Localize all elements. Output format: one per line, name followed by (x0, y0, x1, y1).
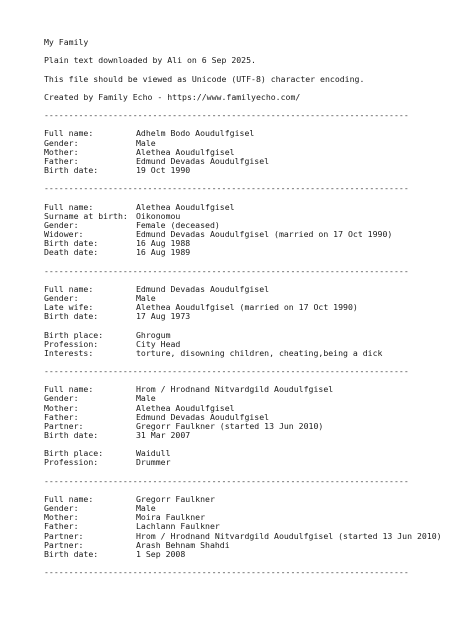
field-value: Female (deceased) (136, 219, 220, 230)
field-value: Hrom / Hrodnand Nitvardgild Aoudulfgisel (started 13 Jun 2010) (136, 530, 442, 541)
field-value: Male (136, 137, 156, 148)
field-label: Gender: (44, 292, 79, 303)
person-record (44, 285, 464, 386)
section-divider: -------------------------------------------------------------------------- (44, 475, 409, 486)
field-label: Full name: (44, 128, 94, 139)
record-field (44, 394, 464, 403)
field-value: Alethea Aoudulfgisel (136, 146, 235, 157)
record-field (44, 458, 464, 467)
blank-line (44, 120, 464, 129)
field-value: Edmund Devadas Aoudulfgisel (136, 411, 270, 422)
field-label: Late wife: (44, 302, 94, 313)
field-value: torture, disowning children, cheating,being a dick (136, 347, 383, 358)
plain-text-document (44, 38, 464, 577)
field-label: Full name: (44, 384, 94, 395)
record-field (44, 422, 464, 431)
person-record (44, 385, 464, 495)
person-record (44, 129, 464, 202)
field-label: Birth date: (44, 311, 99, 322)
record-field (44, 129, 464, 138)
field-label: Father: (44, 155, 79, 166)
record-field (44, 349, 464, 358)
field-value: Gregorr Faulkner (started 13 Jun 2010) (136, 420, 324, 431)
section-divider: -------------------------------------------------------------------------- (44, 567, 409, 578)
record-field (44, 385, 464, 394)
field-label: Gender: (44, 503, 79, 514)
record-field (44, 513, 464, 522)
record-field (44, 166, 464, 175)
field-value: Hrom / Hrodnand Nitvardgild Aoudulfgisel (136, 384, 334, 395)
person-records (44, 129, 464, 577)
field-label: Father: (44, 411, 79, 422)
field-label: Birth date: (44, 430, 99, 441)
field-value: Drummer (136, 457, 171, 468)
field-label: Full name: (44, 201, 94, 212)
record-field (44, 550, 464, 559)
field-label: Surname at birth: (44, 210, 128, 221)
field-label: Widower: (44, 228, 84, 239)
section-divider: -------------------------------------------------------------------------- (44, 110, 409, 121)
field-label: Gender: (44, 393, 79, 404)
record-field (44, 230, 464, 239)
field-value: City Head (136, 338, 181, 349)
field-value: Arash Behnam Shahdi (136, 539, 230, 550)
field-label: Profession: (44, 338, 99, 349)
field-label: Mother: (44, 512, 79, 523)
field-label: Gender: (44, 219, 79, 230)
field-value: Gregorr Faulkner (136, 494, 215, 505)
field-label: Death date: (44, 247, 99, 258)
field-value: Adhelm Bodo Aoudulfgisel (136, 128, 255, 139)
record-field (44, 532, 464, 541)
record-field (44, 139, 464, 148)
record-field (44, 331, 464, 340)
record-field (44, 431, 464, 440)
field-value: Male (136, 292, 156, 303)
blank-line (44, 486, 464, 495)
field-label: Full name: (44, 283, 94, 294)
record-field (44, 449, 464, 458)
blank-line (44, 440, 464, 449)
field-label: Profession: (44, 457, 99, 468)
field-value: 19 Oct 1990 (136, 164, 191, 175)
field-label: Birth place: (44, 448, 104, 459)
person-record (44, 495, 464, 577)
record-field (44, 303, 464, 312)
field-value: Edmund Devadas Aoudulfgisel (136, 283, 270, 294)
section-divider: -------------------------------------------------------------------------- (44, 183, 409, 194)
field-label: Partner: (44, 530, 84, 541)
record-field (44, 504, 464, 513)
record-field (44, 312, 464, 321)
field-label: Interests: (44, 347, 94, 358)
record-field (44, 495, 464, 504)
blank-line (44, 193, 464, 202)
field-value: Ghrogum (136, 329, 171, 340)
field-label: Mother: (44, 146, 79, 157)
field-value: Lachlann Faulkner (136, 521, 220, 532)
field-label: Partner: (44, 420, 84, 431)
record-field (44, 239, 464, 248)
record-field (44, 285, 464, 294)
field-value: 16 Aug 1989 (136, 247, 191, 258)
person-record (44, 203, 464, 285)
field-value: Edmund Devadas Aoudulfgisel (136, 155, 270, 166)
record-field (44, 212, 464, 221)
field-label: Father: (44, 521, 79, 532)
created-note: Created by Family Echo - https://www.familyecho.com/ (44, 91, 301, 102)
field-label: Birth place: (44, 329, 104, 340)
field-label: Gender: (44, 137, 79, 148)
field-value: 31 Mar 2007 (136, 430, 191, 441)
field-value: 16 Aug 1988 (136, 238, 191, 249)
field-label: Mother: (44, 402, 79, 413)
record-field (44, 248, 464, 257)
field-value: 17 Aug 1973 (136, 311, 191, 322)
field-label: Birth date: (44, 238, 99, 249)
field-value: 1 Sep 2008 (136, 548, 186, 559)
field-value: Waidull (136, 448, 171, 459)
field-value: Moira Faulkner (136, 512, 206, 523)
blank-line (44, 321, 464, 330)
encoding-note: This file should be viewed as Unicode (UTF-8) character encoding. (44, 73, 365, 84)
field-label: Partner: (44, 539, 84, 550)
field-label: Full name: (44, 494, 94, 505)
record-field (44, 157, 464, 166)
field-value: Male (136, 393, 156, 404)
section-divider: -------------------------------------------------------------------------- (44, 366, 409, 377)
field-label: Birth date: (44, 164, 99, 175)
document-title: My Family (44, 37, 89, 47)
field-value: Alethea Aoudulfgisel (136, 402, 235, 413)
field-value: Alethea Aoudulfgisel (married on 17 Oct 1990) (136, 302, 358, 313)
download-note: Plain text downloaded by Ali on 6 Sep 2025. (44, 55, 256, 66)
record-field (44, 541, 464, 550)
section-divider: -------------------------------------------------------------------------- (44, 265, 409, 276)
field-value: Male (136, 503, 156, 514)
field-label: Birth date: (44, 548, 99, 559)
field-value: Oikonomou (136, 210, 181, 221)
field-value: Alethea Aoudulfgisel (136, 201, 235, 212)
field-value: Edmund Devadas Aoudulfgisel (married on 17 Oct 1990) (136, 228, 393, 239)
